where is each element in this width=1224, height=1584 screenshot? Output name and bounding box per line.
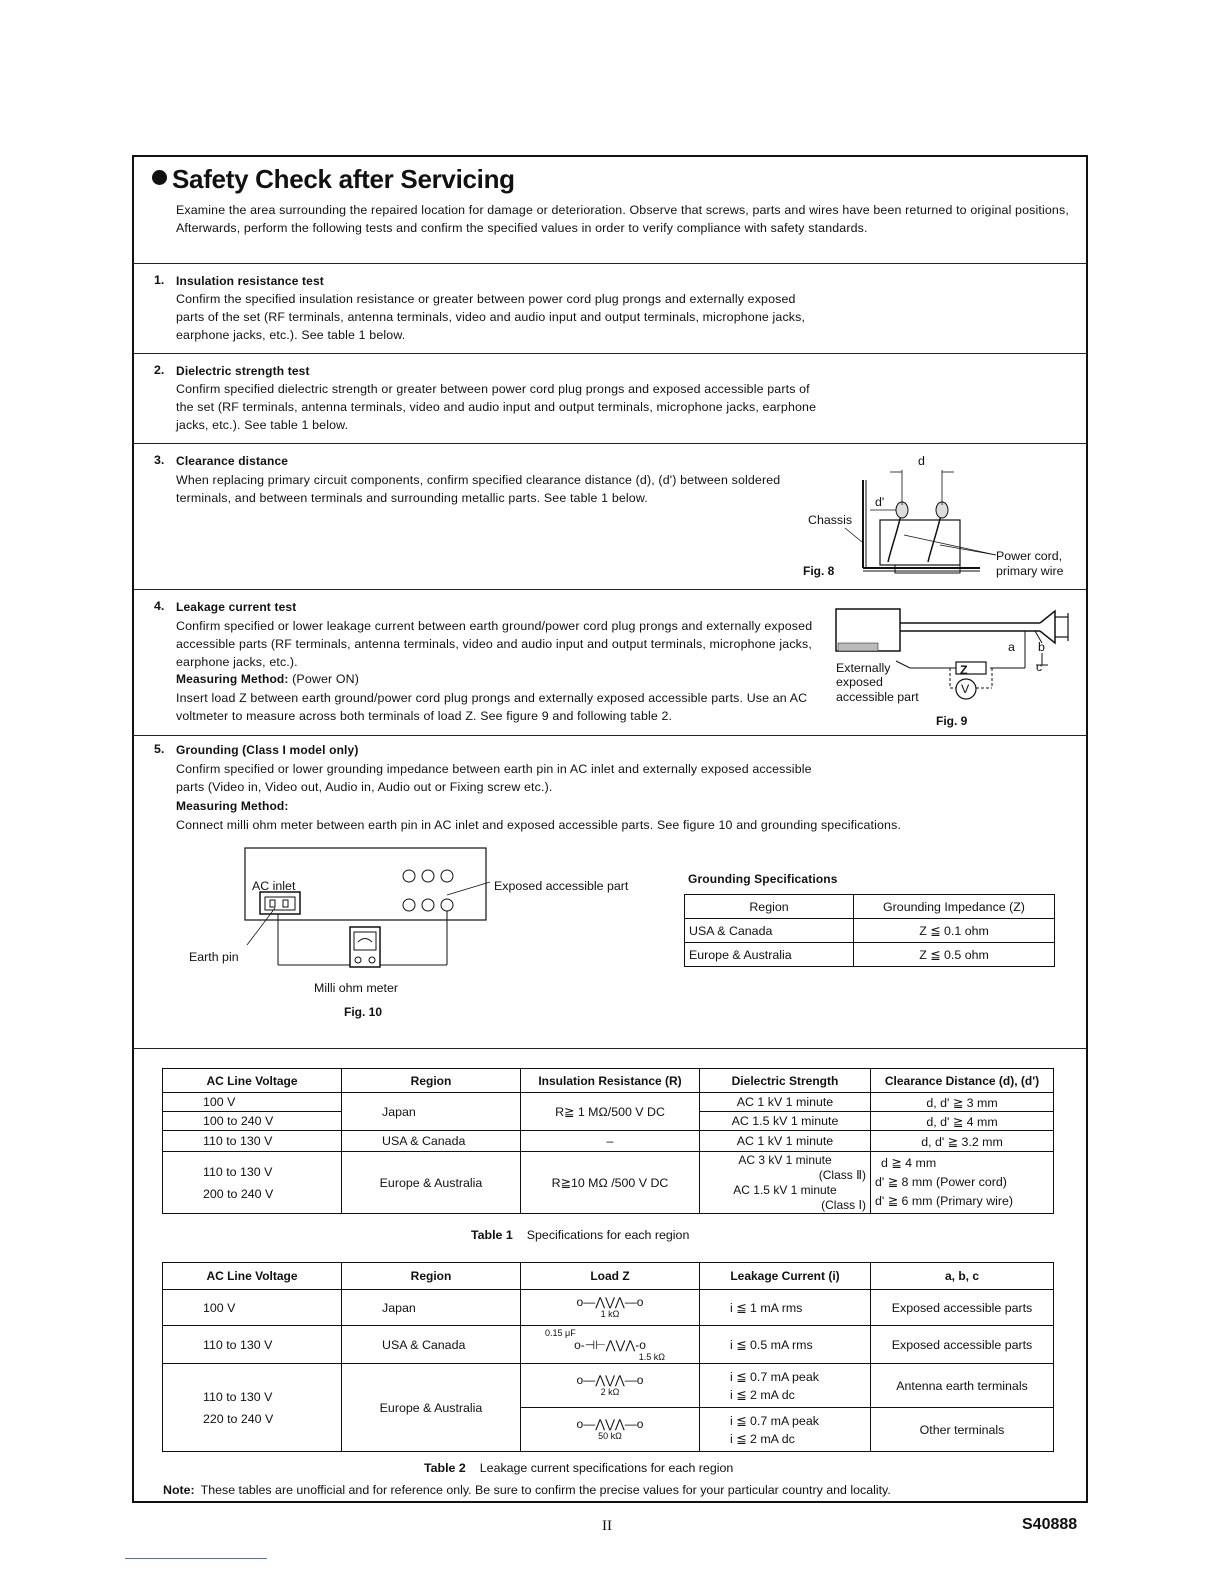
- bullet-icon: [152, 170, 167, 185]
- section-body-2: Connect milli ohm meter between earth pin in AC inlet and exposed accessible parts. See figure 10 and grounding specifications.: [176, 818, 902, 832]
- table-row: o—⋀⋁⋀—o 50 kΩ i ≦ 0.7 mA peak i ≦ 2 mA dc Other terminals: [163, 1408, 1054, 1452]
- divider: [133, 589, 1087, 590]
- section-body: Confirm specified or lower leakage current between earth ground/power cord plug prongs and externally exposed accessible parts (RF terminals, antenna terminals, video and audio input and output terminals, microphone jacks, earphone jacks, etc.).: [176, 619, 813, 669]
- fig10-meter-label: Milli ohm meter: [314, 981, 398, 995]
- rc-network-icon: o-⊣⊢⋀⋁⋀-o: [574, 1337, 646, 1352]
- divider: [133, 353, 1087, 354]
- table-row: USA & Canada Z ≦ 0.1 ohm: [685, 919, 1055, 943]
- resistor-icon: o—⋀⋁⋀—o: [576, 1372, 644, 1387]
- divider: [133, 443, 1087, 444]
- divider: [133, 1048, 1087, 1049]
- table1-caption: Specifications for each region: [526, 1228, 690, 1242]
- document-code: S40888: [1022, 1516, 1078, 1533]
- table-row: 100 V Japan R≧ 1 MΩ/500 V DC AC 1 kV 1 minute d, d' ≧ 3 mm: [163, 1093, 1054, 1112]
- table1-caption-label: Table 1: [471, 1228, 513, 1242]
- fig10-caption: Fig. 10: [344, 1005, 383, 1019]
- fig9-c-label: c: [1036, 660, 1043, 674]
- section-heading: Clearance distance: [176, 454, 289, 468]
- fig8-caption: Fig. 8: [803, 564, 835, 578]
- grounding-title: Grounding Specifications: [688, 872, 838, 886]
- section-heading: Insulation resistance test: [176, 274, 324, 288]
- note-label: Note:: [163, 1483, 195, 1497]
- method-label: Measuring Method:: [176, 799, 289, 813]
- fig9-b-label: b: [1038, 640, 1045, 654]
- fig9-caption: Fig. 9: [936, 714, 968, 728]
- section-heading: Grounding (Class I model only): [176, 743, 359, 757]
- table-row: Europe & Australia Z ≦ 0.5 ohm: [685, 943, 1055, 967]
- table-2: AC Line Voltage Region Load Z Leakage Current (i) a, b, c 100 V Japan o—⋀⋁⋀—o 1 kΩ i ≦ 1 mA rms Exposed accessible parts 110 to 130 V USA & Canada 0.15 μF o-⊣⊢⋀⋁⋀-o 1.5 kΩ i ≦ 0.5 mA rms Exposed accessible parts 110 to 130 V 220 to 240 V Europe & Australia o—⋀⋁⋀—o 2 kΩ i ≦ 0.7 mA peak i ≦ 2 mA dc Antenna earth terminals o—⋀⋁⋀—o 50 kΩ i ≦ 0.7 mA peak i ≦ 2 mA dc Other terminals: [162, 1262, 1054, 1452]
- fig10-ac-inlet-label: AC inlet: [252, 879, 296, 893]
- grounding-table: [684, 894, 1055, 967]
- divider: [133, 735, 1087, 736]
- fig8-d-label: d: [918, 454, 925, 468]
- section-number: 2.: [154, 363, 165, 377]
- table-row: 110 to 130 V 200 to 240 V Europe & Australia R≧10 MΩ /500 V DC AC 3 kV 1 minute (Class Ⅱ) AC 1.5 kV 1 minute (Class Ⅰ) d ≧ 4 mm d' ≧ 8 mm (Power cord) d' ≧ 6 mm (Primary wire): [163, 1152, 1054, 1214]
- section-number: 1.: [154, 273, 165, 287]
- grounding-header: Grounding Impedance (Z): [854, 895, 1055, 919]
- table-row: 110 to 130 V 220 to 240 V Europe & Australia o—⋀⋁⋀—o 2 kΩ i ≦ 0.7 mA peak i ≦ 2 mA dc Antenna earth terminals: [163, 1364, 1054, 1408]
- section-body: Confirm specified dielectric strength or greater between power cord plug prongs and exposed accessible parts of the set (RF terminals, antenna terminals, video and audio input and output terminals, microphone jacks, earphone jacks, etc.). See table 1 below.: [176, 382, 817, 432]
- table2-caption-label: Table 2: [424, 1461, 466, 1475]
- fig8-chassis-label: Chassis: [808, 513, 853, 527]
- section-body: When replacing primary circuit components, confirm specified clearance distance (d), (d') between soldered terminals, and between terminals and surrounding metallic parts. See table 1 below.: [176, 473, 781, 505]
- section-heading: Dielectric strength test: [176, 364, 310, 378]
- method-label: Measuring Method:: [176, 672, 289, 686]
- intro-text: Examine the area surrounding the repaired location for damage or deterioration. Observe that screws, parts and wires have been returned to original positions, Afterwards, perform the following tests and confirm the specified values in order to verify compliance with safety standards.: [176, 203, 1069, 235]
- table2-caption: Leakage current specifications for each region: [479, 1461, 734, 1475]
- table-row: 100 V Japan o—⋀⋁⋀—o 1 kΩ i ≦ 1 mA rms Exposed accessible parts: [163, 1290, 1054, 1326]
- section-number: 5.: [154, 742, 165, 756]
- page-title: Safety Check after Servicing: [152, 164, 515, 195]
- fig9-externally-label: Externally: [836, 661, 891, 675]
- section-body: Confirm the specified insulation resistance or greater between power cord plug prongs and externally exposed parts of the set (RF terminals, antenna terminals, video and audio input and output terminals, microphone jacks, earphone jacks, etc.). See table 1 below.: [176, 292, 806, 342]
- note-text: These tables are unofficial and for reference only. Be sure to confirm the precise values for your particular country and locality.: [200, 1483, 891, 1497]
- fig9-z-label: Z: [960, 663, 968, 677]
- section-heading: Leakage current test: [176, 600, 297, 614]
- section-number: 4.: [154, 599, 165, 613]
- table-row: 110 to 130 V USA & Canada 0.15 μF o-⊣⊢⋀⋁⋀-o 1.5 kΩ i ≦ 0.5 mA rms Exposed accessible parts: [163, 1326, 1054, 1364]
- fig9-exposed-label: exposed: [836, 675, 883, 689]
- table-row: 110 to 130 V USA & Canada – AC 1 kV 1 minute d, d' ≧ 3.2 mm: [163, 1131, 1054, 1152]
- table-row: 100 to 240 V AC 1.5 kV 1 minute d, d' ≧ 4 mm: [163, 1112, 1054, 1131]
- fig8-primary-wire-label: primary wire: [996, 564, 1064, 578]
- section-body: Confirm specified or lower grounding impedance between earth pin in AC inlet and externally exposed accessible parts (Video in, Video out, Audio in, Audio out or Fixing screw etc.).: [176, 762, 812, 794]
- fig9-a-label: a: [1008, 640, 1015, 654]
- footer-line: [125, 1558, 267, 1559]
- fig9-accessible-label: accessible part: [836, 690, 919, 704]
- divider: [133, 263, 1087, 264]
- fig8-power-cord-label: Power cord,: [996, 549, 1063, 563]
- fig9-v-label: V: [961, 682, 970, 696]
- page-number: II: [602, 1518, 612, 1534]
- fig10-exposed-label: Exposed accessible part: [494, 879, 629, 893]
- fig10-earth-pin-label: Earth pin: [189, 950, 239, 964]
- section-body-2: Insert load Z between earth ground/power cord plug prongs and externally exposed accessible parts. Use an AC voltmeter to measure across both terminals of load Z. See figure 9 and following table 2.: [176, 691, 808, 723]
- grounding-header: Region: [685, 895, 854, 919]
- table-1: AC Line Voltage Region Insulation Resistance (R) Dielectric Strength Clearance Distance (d), (d') 100 V Japan R≧ 1 MΩ/500 V DC AC 1 kV 1 minute d, d' ≧ 3 mm 100 to 240 V AC 1.5 kV 1 minute d, d' ≧ 4 mm 110 to 130 V USA & Canada – AC 1 kV 1 minute d, d' ≧ 3.2 mm 110 to 130 V 200 to 240 V Europe & Australia R≧10 MΩ /500 V DC AC 3 kV 1 minute (Class Ⅱ) AC 1.5 kV 1 minute (Class Ⅰ) d ≧ 4 mm d' ≧ 8 mm (Power cord) d' ≧ 6 mm (Primary wire): [162, 1068, 1054, 1214]
- method-value: (Power ON): [292, 672, 360, 686]
- resistor-icon: o—⋀⋁⋀—o: [576, 1294, 644, 1309]
- fig8-dprime-label: d': [875, 495, 885, 509]
- section-number: 3.: [154, 453, 165, 467]
- resistor-icon: o—⋀⋁⋀—o: [576, 1416, 644, 1431]
